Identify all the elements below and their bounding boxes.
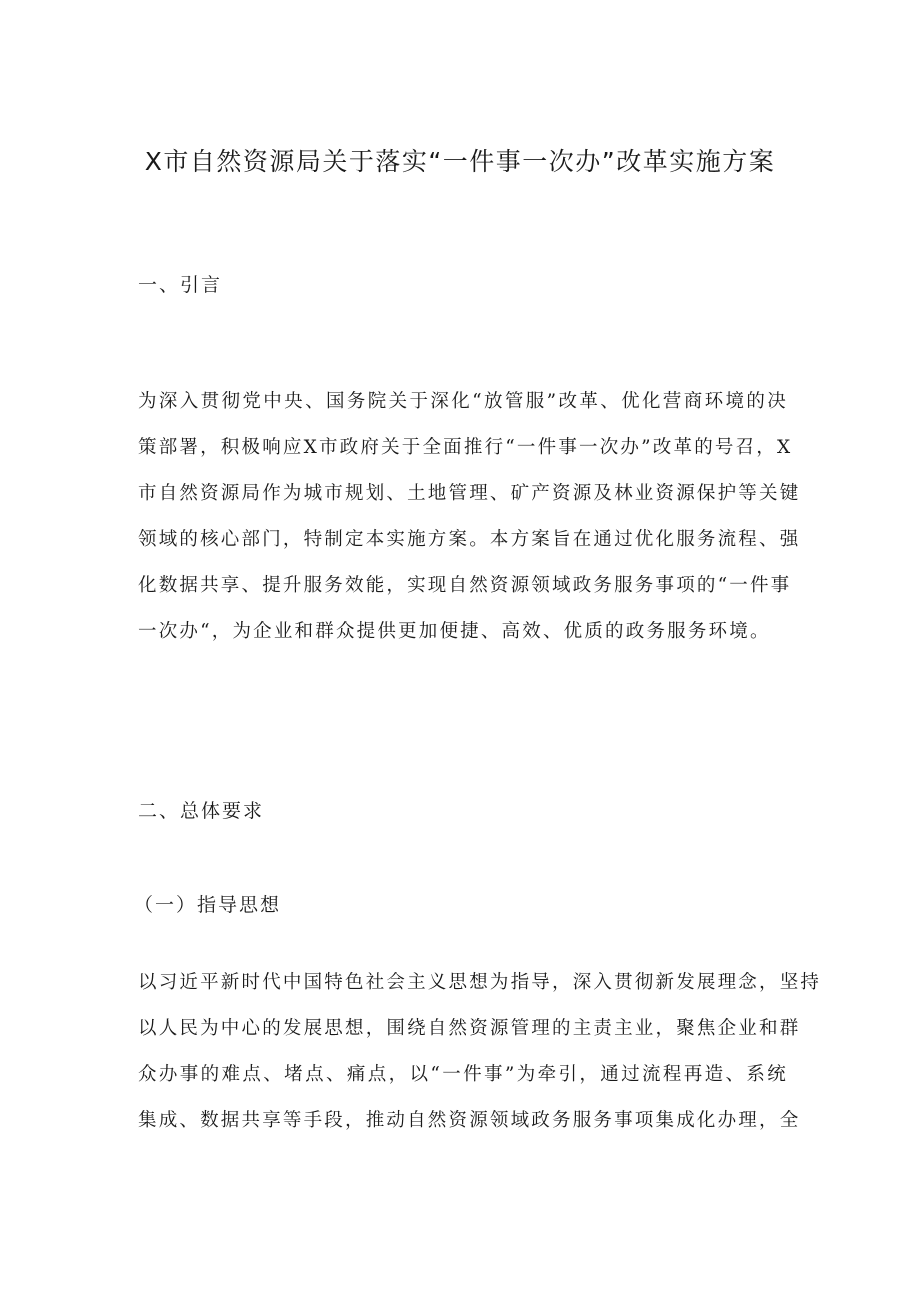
section-heading-introduction: 一、引言 bbox=[138, 274, 223, 296]
paragraph-line: 众办事的难点、堵点、痛点，以“一件事”为牵引，通过流程再造、系统 bbox=[138, 1064, 788, 1085]
paragraph-line: 以人民为中心的发展思想，围绕自然资源管理的主责主业，聚焦企业和群 bbox=[138, 1018, 801, 1039]
introduction-paragraph bbox=[138, 384, 801, 650]
paragraph-line: 以习近平新时代中国特色社会主义思想为指导，深入贯彻新发展理念，坚持 bbox=[138, 972, 822, 993]
subsection-heading-guiding-ideology: （一）指导思想 bbox=[134, 894, 282, 916]
section-heading-general-requirements: 二、总体要求 bbox=[138, 800, 265, 822]
paragraph-line: 领域的核心部门，特制定本实施方案。本方案旨在通过优化服务流程、强 bbox=[138, 529, 801, 550]
paragraph-line: 化数据共享、提升服务效能，实现自然资源领域政务服务事项的“一件事 bbox=[138, 575, 792, 596]
paragraph-line: 市自然资源局作为城市规划、土地管理、矿产资源及林业资源保护等关键 bbox=[138, 483, 801, 504]
document-title: X市自然资源局关于落实“一件事一次办”改革实施方案 bbox=[144, 147, 776, 176]
paragraph-line: 一次办“，为企业和群众提供更加便捷、高效、优质的政务服务环境。 bbox=[138, 621, 771, 642]
guiding-ideology-paragraph bbox=[138, 965, 822, 1139]
paragraph-line: 集成、数据共享等手段，推动自然资源领域政务服务事项集成化办理，全 bbox=[138, 1110, 801, 1131]
paragraph-line: 策部署，积极响应X市政府关于全面推行“一件事一次办”改革的号召，X bbox=[138, 437, 793, 458]
paragraph-line: 为深入贯彻党中央、国务院关于深化“放管服”改革、优化营商环境的决 bbox=[138, 391, 788, 412]
